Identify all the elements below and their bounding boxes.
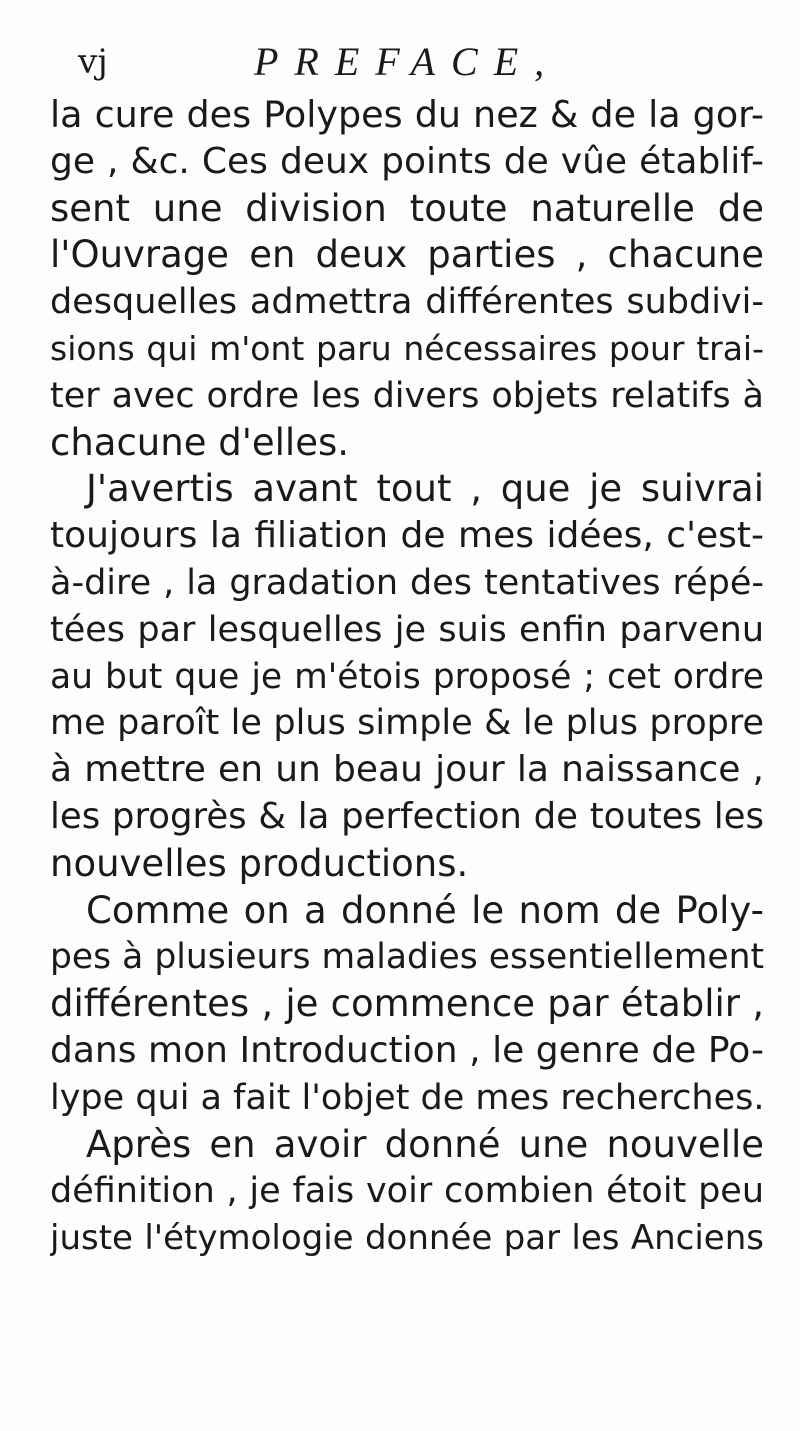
text-line: Comme on a donné le nom de Poly- [86, 888, 764, 932]
text-line: à mettre en un beau jour la naissance , [50, 749, 764, 791]
text-line: J'avertis avant tout , que je suivrai [86, 467, 764, 511]
text-line: la cure des Polypes du nez & de la gor- [50, 93, 764, 136]
running-head: PREFACE, [254, 39, 561, 84]
text-line: me paroît le plus simple & le plus propre [50, 703, 764, 744]
text-line: juste l'étymologie donnée par les Anciens [50, 1218, 764, 1259]
text-line: sent une division toute naturelle de [50, 186, 764, 230]
text-line: dans mon Introduction , le genre de Po- [50, 1029, 764, 1071]
text-line: lype qui a fait l'objet de mes recherches. [50, 1077, 764, 1118]
page-number: vj [78, 42, 108, 82]
text-line: l'Ouvrage en deux parties , chacune [50, 233, 764, 277]
text-line: nouvelles productions. [50, 841, 469, 885]
text-line: chacune d'elles. [50, 420, 350, 464]
text-line: sions qui m'ont paru nécessaires pour trai- [50, 328, 764, 368]
text-line: pes à plusieurs maladies essentiellement [50, 937, 764, 978]
text-line: desquelles admettra différentes subdivi- [50, 282, 764, 323]
body-text [50, 92, 764, 1262]
text-line: les progrès & la perfection de toutes les [50, 795, 764, 837]
text-line: toujours la filiation de mes idées, c'est- [50, 515, 764, 557]
text-line: définition , je fais voir combien étoit peu [50, 1171, 764, 1212]
text-line: Après en avoir donné une nouvelle [86, 1122, 764, 1166]
text-line: au but que je m'étois proposé ; cet ordre [50, 656, 764, 697]
text-line: tées par lesquelles je suis enfin parvenu [50, 609, 764, 650]
page-header [78, 30, 718, 90]
text-line: à-dire , la gradation des tentatives répé- [50, 562, 764, 603]
text-line: ter avec ordre les divers objets relatifs à [50, 375, 764, 416]
text-line: différentes , je commence par établir , [50, 982, 764, 1026]
text-line: ge , &c. Ces deux points de vûe établif- [50, 140, 764, 182]
